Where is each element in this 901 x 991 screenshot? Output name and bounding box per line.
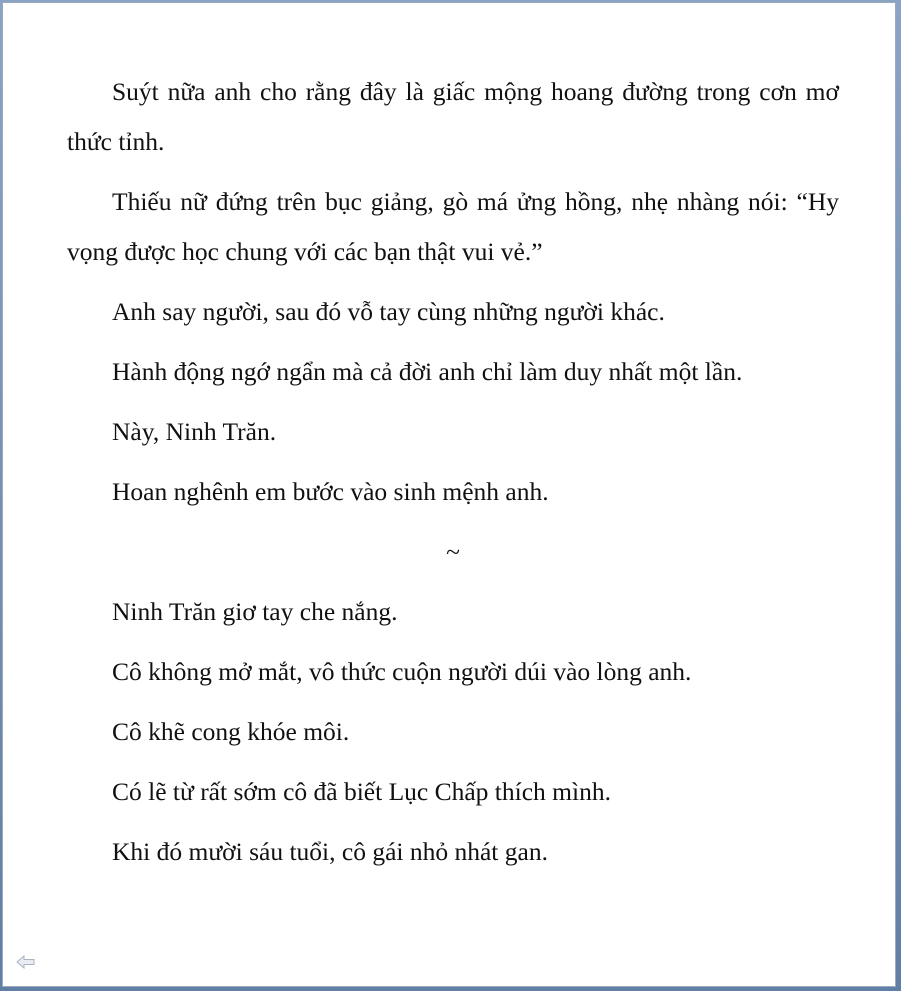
paragraph-7: Ninh Trăn giơ tay che nắng. [112, 597, 398, 626]
paragraph-6: Hoan nghênh em bước vào sinh mệnh anh. [112, 477, 549, 506]
document-page [2, 2, 896, 987]
paragraph-3: Anh say người, sau đó vỗ tay cùng những người khác. [112, 297, 665, 326]
paragraph-10: Có lẽ từ rất sớm cô đã biết Lục Chấp thích mình. [112, 777, 611, 806]
back-arrow-glyph [15, 954, 37, 970]
paragraph-9: Cô khẽ cong khóe môi. [112, 717, 350, 746]
paragraph-8: Cô không mở mắt, vô thức cuộn người dúi vào lòng anh. [112, 657, 692, 686]
section-separator: ~ [446, 537, 460, 566]
paragraph-2: Thiếu nữ đứng trên bục giảng, gò má ửng hồng, nhẹ nhàng nói: “Hy vọng được học chung với các bạn thật vui vẻ.” [67, 187, 839, 266]
paragraph-1: Suýt nữa anh cho rằng đây là giấc mộng hoang đường trong cơn mơ thức tỉnh. [67, 77, 839, 156]
back-arrow-icon[interactable] [15, 954, 37, 970]
paragraph-11: Khi đó mười sáu tuổi, cô gái nhỏ nhát gan. [112, 837, 548, 866]
paragraph-5: Này, Ninh Trăn. [112, 417, 277, 446]
paragraph-4: Hành động ngớ ngẩn mà cả đời anh chỉ làm duy nhất một lần. [112, 357, 743, 386]
document-content [67, 67, 839, 887]
